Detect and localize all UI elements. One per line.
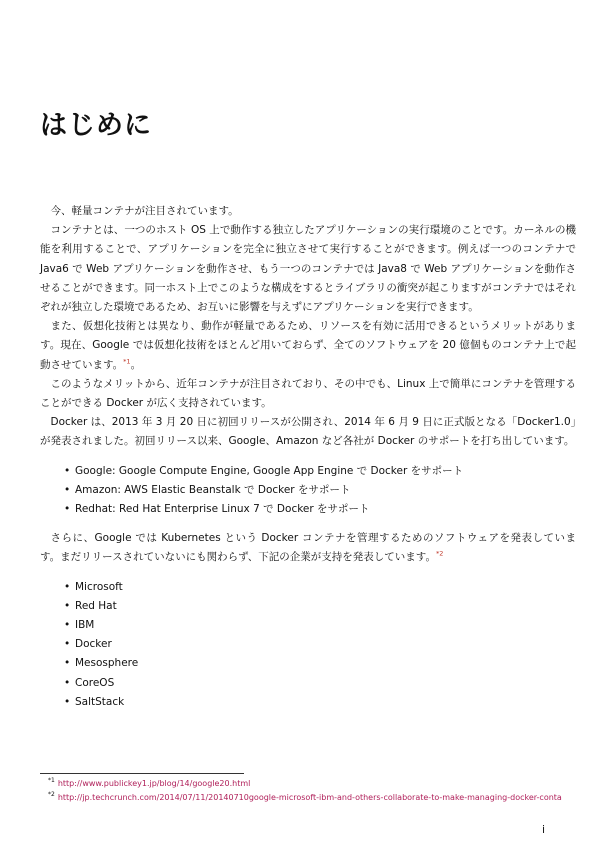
footnotes (48, 777, 600, 805)
list-item: • Amazon: AWS Elastic Beanstalk で Docker をサポート (64, 481, 576, 500)
paragraph-text: また、仮想化技術とは異なり、動作が軽量であるため、リソースを有効に活用できるというメリットがあります。現在、Google では仮想化技術をほとんど用いておらず、全てのソフトウェアを 20 億個ものコンテナ上で起動させています。 (40, 320, 576, 371)
paragraph-text: Docker は、2013 年 3 月 20 日に初回リリースが公開され、2014 年 6 月 9 日に正式版となる「Docker1.0」が発表されました。初回リリース以来、Google、Amazon など各社が Docker のサポートを打ち出しています。 (40, 416, 576, 448)
footnote-mark: *1 (48, 777, 55, 785)
paragraph-text: コンテナとは、一つのホスト OS 上で動作する独立したアプリケーションの実行環境のことです。カーネルの機能を利用することで、アプリケーションを完全に独立させて実行することができます。例えば一つのコンテナで Java6 で Web アプリケーションを動作させ、もう一つのコンテナでは Java8 で Web アプリケーションを動作させることができます。同一ホスト上でこのような構成をするとライブラリの衝突が起こりますがコンテナではそれぞれが独立した環境であるため、お互いに影響を与えずにアプリケーションを実行できます。 (40, 224, 576, 314)
list-item: • SaltStack (64, 693, 576, 712)
footnote-1 (48, 777, 600, 791)
list-item: • CoreOS (64, 674, 576, 693)
paragraph-intro (40, 202, 576, 221)
paragraph-kubernetes (40, 529, 576, 567)
footnote-link[interactable]: http://www.publickey1.jp/blog/14/google20.html (57, 779, 251, 788)
footnote-mark: *2 (48, 791, 55, 799)
paragraph-text: さらに、Google では Kubernetes という Docker コンテナを管理するためのソフトウェアを発表しています。まだリリースされていないにも関わらず、下記の企業が支持を発表しています。 (40, 532, 576, 564)
footnote-ref-2[interactable]: *2 (435, 549, 444, 558)
footnote-divider (40, 773, 244, 774)
paragraph-text-end: 。 (130, 358, 142, 371)
paragraph-docker-history (40, 413, 576, 451)
list-item: • IBM (64, 616, 576, 635)
list-item: • Red Hat (64, 597, 576, 616)
company-list (40, 578, 576, 712)
body-text (40, 202, 576, 712)
support-list (40, 462, 576, 520)
list-item: • Docker (64, 635, 576, 654)
list-item: • Redhat: Red Hat Enterprise Linux 7 で Docker をサポート (64, 500, 576, 519)
footnote-ref-1[interactable]: *1 (123, 357, 131, 366)
paragraph-text: 今、軽量コンテナが注目されています。 (50, 205, 239, 217)
list-item: • Mesosphere (64, 654, 576, 673)
paragraph-container-definition (40, 221, 576, 317)
page-title: はじめに (40, 110, 152, 141)
list-item: • Microsoft (64, 578, 576, 597)
paragraph-lightweight-merit (40, 317, 576, 375)
footnote-link[interactable]: http://jp.techcrunch.com/2014/07/11/20140710google-microsoft-ibm-and-others-collaborate-to-make-managing-docker-conta (57, 793, 562, 802)
list-item: • Google: Google Compute Engine, Google App Engine で Docker をサポート (64, 462, 576, 481)
footnote-2 (48, 791, 600, 805)
paragraph-docker-popularity (40, 375, 576, 413)
paragraph-text: このようなメリットから、近年コンテナが注目されており、その中でも、Linux 上で簡単にコンテナを管理することができる Docker が広く支持されています。 (40, 377, 576, 410)
page-number: i (542, 823, 546, 836)
